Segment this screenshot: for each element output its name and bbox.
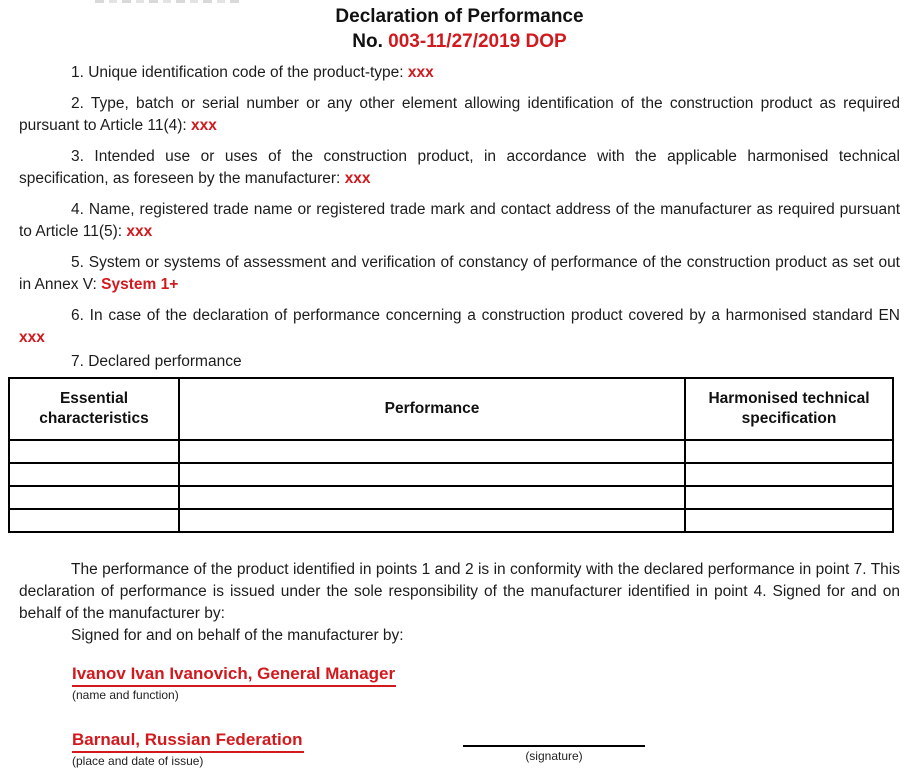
- paragraph-6-text: 6. In case of the declaration of performance concerning a construction product covered by a harmonised standard EN: [71, 307, 900, 324]
- place-caption: (place and date of issue): [72, 754, 204, 768]
- name-caption: (name and function): [72, 688, 179, 702]
- paragraph-3-text: 3. Intended use or uses of the construction product, in accordance with the applicable harmonised technical specification, as foreseen by the manufacturer:: [19, 148, 900, 187]
- signed-for-line: Signed for and on behalf of the manufacturer by:: [71, 627, 404, 644]
- table-cell: [9, 463, 179, 486]
- declared-performance-table: [8, 377, 894, 533]
- paragraph-3: [19, 146, 900, 190]
- table-cell: [685, 463, 893, 486]
- paragraph-5-text: 5. System or systems of assessment and verification of constancy of performance of the construction product as set out in Annex V:: [19, 254, 900, 293]
- paragraph-6: [19, 305, 900, 349]
- column-header-performance: Performance: [179, 378, 685, 440]
- paragraph-7-text: 7. Declared performance: [71, 353, 242, 370]
- conformity-statement: The performance of the product identified in points 1 and 2 is in conformity with the declared performance in point 7. This declaration of performance is issued under the sole responsibility of the manufacturer identified in point 4. Signed for and on behalf of the manufacturer by:: [19, 561, 900, 622]
- table-cell: [179, 486, 685, 509]
- paragraph-2: [19, 93, 900, 137]
- table-cell: [179, 509, 685, 532]
- table-row: [9, 509, 893, 532]
- paragraph-4: [19, 199, 900, 243]
- place-and-date: Barnaul, Russian Federation: [72, 730, 304, 753]
- table-row: [9, 486, 893, 509]
- place-and-signature-row: [19, 730, 900, 778]
- paragraph-6-value: xxx: [19, 329, 45, 346]
- paragraph-7: [19, 351, 900, 373]
- paragraph-4-text: 4. Name, registered trade name or registered trade mark and contact address of the manufacturer as required pursuant to Article 11(5):: [19, 201, 900, 240]
- paragraph-2-value: xxx: [191, 117, 217, 134]
- cut-off-text-artifact: [95, 0, 243, 3]
- table-cell: [685, 486, 893, 509]
- paragraph-5-value: System 1+: [101, 276, 179, 293]
- paragraph-5: [19, 252, 900, 296]
- paragraph-1: [19, 62, 900, 84]
- column-header-harmonised-technical-specification: Harmonised technical specification: [685, 378, 893, 440]
- table-header-row: [9, 378, 893, 440]
- table-row: [9, 463, 893, 486]
- table-cell: [685, 509, 893, 532]
- paragraph-1-value: xxx: [407, 64, 434, 81]
- document-number-line: [19, 29, 900, 54]
- signatory-name: Ivanov Ivan Ivanovich, General Manager: [72, 664, 396, 687]
- table-cell: [9, 440, 179, 463]
- table-cell: [9, 509, 179, 532]
- document-title: Declaration of Performance: [335, 6, 584, 27]
- signature-caption: (signature): [525, 749, 583, 763]
- table-cell: [179, 463, 685, 486]
- name-block: [72, 664, 900, 703]
- signature-line: [463, 730, 645, 747]
- document-number-value: 003-11/27/2019 DOP: [388, 31, 567, 52]
- signature-block: [463, 730, 645, 764]
- table-cell: [685, 440, 893, 463]
- table-cell: [179, 440, 685, 463]
- paragraph-2-text: 2. Type, batch or serial number or any other element allowing identification of the construction product as required pursuant to Article 11(4):: [19, 95, 900, 134]
- number-label: No.: [352, 31, 389, 52]
- table-row: [9, 440, 893, 463]
- paragraph-3-value: xxx: [344, 170, 371, 187]
- paragraph-4-value: xxx: [126, 223, 153, 240]
- paragraph-1-text: 1. Unique identification code of the product-type:: [71, 64, 408, 81]
- column-header-essential-characteristics: Essential characteristics: [9, 378, 179, 440]
- table-cell: [9, 486, 179, 509]
